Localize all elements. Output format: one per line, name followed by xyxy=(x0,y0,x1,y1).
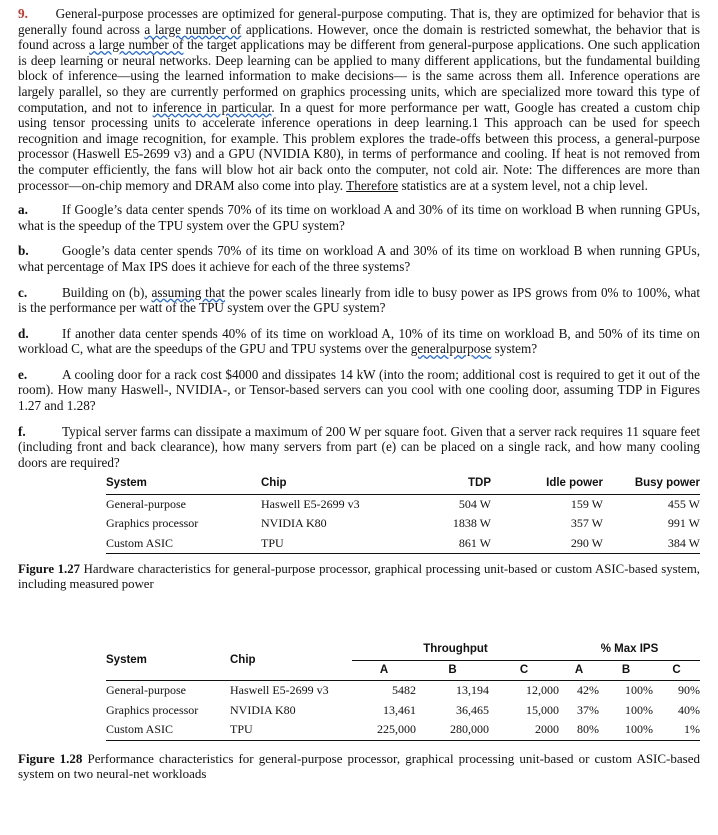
cell-busy-power: 384 W xyxy=(667,535,700,550)
cell-throughput-b: 13,194 xyxy=(456,683,489,698)
subquestion-d xyxy=(18,326,700,357)
figure-1-28-caption xyxy=(18,751,700,782)
problem-intro xyxy=(18,6,700,193)
subquestion-text: Typical server farms can dissipate a maximum of 200 W per square foot. Given that a server rack requires 11 square feet (including front and back clearance), how many servers from part (e) can be placed on a single rack, and how many cooling doors are required? xyxy=(18,423,700,470)
intro-text-4: . In a quest for more performance per watt, Google has created a custom chip using tensor processing units to accelerate inference operations in deep learning.1 This approach can be used for speech recognition and image recognition, for example. This problem explores the trade-offs between this process, a general-purpose processor (Haswell E5-2699 v3) and a GPU (NVIDIA K80), in terms of performance and cooling. If heat is not removed from the computer efficiently, the fans will blow hot air back onto the computer, not cold air. Note: The differences are more than processor—on-chip memory and DRAM also come into play. xyxy=(18,99,700,193)
header-throughput: Throughput xyxy=(352,634,559,660)
intro-text-5: statistics are at a system level, not a chip level. xyxy=(398,177,648,193)
cell-chip: TPU xyxy=(230,722,253,737)
cell-throughput-a: 13,461 xyxy=(383,702,416,717)
header-max-ips-c: C xyxy=(672,663,681,676)
subquestion-label: d. xyxy=(18,325,29,341)
subquestion-b xyxy=(18,243,700,274)
intro-wavy-2: a large number of xyxy=(89,37,184,53)
header-system: System xyxy=(106,653,147,666)
cell-chip: Haswell E5-2699 v3 xyxy=(261,496,360,511)
header-max-ips: % Max IPS xyxy=(559,634,700,660)
header-busy-power: Busy power xyxy=(634,477,700,490)
cell-idle-power: 159 W xyxy=(570,496,603,511)
subquestion-text-post: system? xyxy=(491,341,538,357)
subquestion-wavy: assuming that xyxy=(151,284,225,300)
table-row xyxy=(106,720,700,740)
table-row xyxy=(106,681,700,701)
figure-caption-text: Hardware characteristics for general-purpose processor, graphical processing unit-based or custom ASIC-based system, including measured power xyxy=(18,562,700,592)
subquestion-e xyxy=(18,367,700,414)
header-max-ips-a: A xyxy=(574,663,584,676)
intro-underline-1: Therefore xyxy=(346,177,399,193)
cell-chip: Haswell E5-2699 v3 xyxy=(230,683,329,698)
table-row xyxy=(106,494,700,514)
question-number: 9. xyxy=(18,6,28,21)
subquestion-text: If Google’s data center spends 70% of its time on workload A and 30% of its time on workload B when running GPUs, what is the speedup of the TPU system over the GPU system? xyxy=(18,202,700,233)
figure-1-27-caption xyxy=(18,562,700,592)
subquestion-label: b. xyxy=(18,243,29,259)
cell-tdp: 504 W xyxy=(458,496,491,511)
table-row xyxy=(106,701,700,721)
cell-throughput-a: 225,000 xyxy=(377,722,416,737)
header-throughput-a: A xyxy=(379,663,389,676)
subquestion-text-pre: If another data center spends 40% of its time on workload A, 10% of its time on workload B, and 50% of its time on workload C, what are the speedups of the GPU and TPU systems over the xyxy=(18,325,700,357)
header-chip: Chip xyxy=(230,653,256,666)
cell-system: Graphics processor xyxy=(106,702,199,717)
cell-throughput-b: 280,000 xyxy=(450,722,489,737)
subquestion-a xyxy=(18,202,700,233)
header-chip: Chip xyxy=(261,477,287,490)
cell-busy-power: 455 W xyxy=(667,496,700,511)
cell-chip: NVIDIA K80 xyxy=(261,516,327,531)
cell-busy-power: 991 W xyxy=(667,516,700,531)
textbook-page xyxy=(18,6,700,782)
header-tdp: TDP xyxy=(468,477,491,490)
cell-max-ips-b: 100% xyxy=(625,683,653,698)
cell-chip: TPU xyxy=(261,535,284,550)
cell-chip: NVIDIA K80 xyxy=(230,702,296,717)
cell-idle-power: 290 W xyxy=(570,535,603,550)
cell-max-ips-a: 42% xyxy=(577,683,599,698)
header-max-ips-b: B xyxy=(621,663,631,676)
cell-system: General-purpose xyxy=(106,496,186,511)
intro-text-3: the target applications may be different from general-purpose applications. One such application is deep learning or neural networks. Deep learning can be applied to many different applications, but the fundamental building block of inference—using the learned information to make decisions— is the same across them all. Inference operations are largely parallel, so they are currently performed on graphics processing units, which are specialized more toward this type of computation, and not to xyxy=(18,37,700,115)
header-throughput-b: B xyxy=(448,663,457,676)
cell-tdp: 1838 W xyxy=(452,516,491,531)
figure-caption-text: Performance characteristics for general-purpose processor, graphical processing unit-based or custom ASIC-based system on two neural-net workloads xyxy=(18,750,700,782)
cell-system: Custom ASIC xyxy=(106,535,174,550)
header-throughput-c: C xyxy=(519,663,529,676)
cell-max-ips-b: 100% xyxy=(625,702,653,717)
subquestion-text-post: the power scales linearly from idle to busy power as IPS grows from 0% to 100%, what is the performance per watt of the TPU system over the GPU system? xyxy=(18,284,700,316)
figure-label: Figure 1.28 xyxy=(18,750,83,766)
intro-wavy-3: inference in particular xyxy=(152,99,272,115)
subquestion-label: e. xyxy=(18,366,28,382)
cell-max-ips-c: 40% xyxy=(678,702,700,717)
intro-text-2: applications. However, once the domain is restricted somewhat, the behavior that is found across xyxy=(18,21,700,53)
cell-max-ips-a: 37% xyxy=(577,702,599,717)
header-idle-power: Idle power xyxy=(546,477,603,490)
cell-system: Graphics processor xyxy=(106,516,199,531)
subquestion-text: A cooling door for a rack cost $4000 and dissipates 14 kW (into the room; additional cost is required to get it out of the room). How many Haswell-, NVIDIA-, or Tensor-based servers can you cool with one cooling door, assuming TDP in Figures 1.27 and 1.28? xyxy=(18,366,700,414)
figure-label: Figure 1.27 xyxy=(18,562,81,577)
subquestion-c xyxy=(18,285,700,316)
subquestion-label: c. xyxy=(18,284,28,300)
cell-throughput-b: 36,465 xyxy=(456,702,489,717)
cell-system: Custom ASIC xyxy=(106,722,174,737)
intro-wavy-1: a large number of xyxy=(144,21,242,37)
subquestion-f xyxy=(18,424,700,471)
subquestion-label: a. xyxy=(18,202,28,218)
subquestion-text: Google’s data center spends 70% of its time on workload A and 30% of its time on workload B when running GPUs, what percentage of Max IPS does it achieve for each of the three systems? xyxy=(18,243,700,274)
cell-throughput-c: 12,000 xyxy=(526,683,559,698)
cell-throughput-c: 2000 xyxy=(535,722,559,737)
subquestion-label: f. xyxy=(18,423,26,439)
table-group-header-row xyxy=(106,634,700,660)
cell-system: General-purpose xyxy=(106,683,186,698)
cell-max-ips-a: 80% xyxy=(577,722,599,737)
subquestion-wavy: generalpurpose xyxy=(410,341,492,357)
hardware-table xyxy=(106,474,700,554)
cell-idle-power: 357 W xyxy=(570,516,603,531)
cell-throughput-c: 15,000 xyxy=(526,702,559,717)
header-system: System xyxy=(106,477,147,490)
table-row xyxy=(106,514,700,534)
table-row xyxy=(106,534,700,554)
table-header-row xyxy=(106,474,700,494)
performance-table xyxy=(106,634,700,741)
cell-max-ips-c: 1% xyxy=(684,722,700,737)
cell-max-ips-b: 100% xyxy=(625,722,653,737)
cell-throughput-a: 5482 xyxy=(392,683,416,698)
intro-text-1: General-purpose processes are optimized for general-purpose computing. That is, they are optimized for behavior that is generally found across xyxy=(18,6,701,37)
cell-max-ips-c: 90% xyxy=(678,683,700,698)
subquestion-text-pre: Building on (b), xyxy=(62,284,152,300)
cell-tdp: 861 W xyxy=(458,535,491,550)
